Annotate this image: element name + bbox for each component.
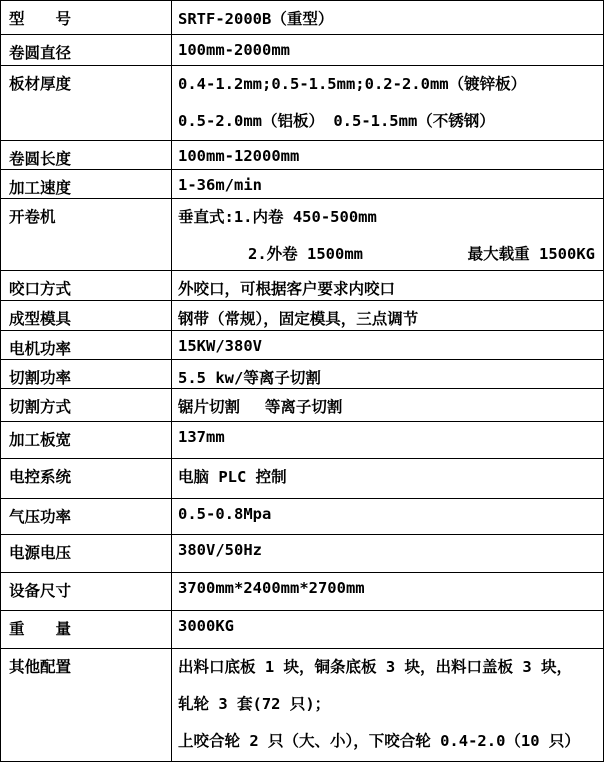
row-label: 电控系统 xyxy=(1,459,172,499)
row-value: 100mm-2000mm xyxy=(172,35,604,66)
row-decoiler xyxy=(1,199,604,271)
row-value: 锯片切割 等离子切割 xyxy=(172,389,604,422)
row-value: 0.4-1.2mm;0.5-1.5mm;0.2-2.0mm（镀锌板） 0.5-2.0mm（铝板） 0.5-1.5mm（不锈钢） xyxy=(172,66,604,141)
row-label: 其他配置 xyxy=(1,649,172,762)
row-value: 3700mm*2400mm*2700mm xyxy=(172,573,604,611)
row-label: 电机功率 xyxy=(1,331,172,360)
row-label: 电源电压 xyxy=(1,535,172,573)
row-value: 5.5 kw/等离子切割 xyxy=(172,360,604,389)
row-value: 100mm-12000mm xyxy=(172,141,604,170)
row-air-pressure xyxy=(1,499,604,535)
row-power-supply xyxy=(1,535,604,573)
row-cutting-power xyxy=(1,360,604,389)
row-label: 切割方式 xyxy=(1,389,172,422)
row-model xyxy=(1,1,604,35)
row-cutting-method xyxy=(1,389,604,422)
row-label: 加工板宽 xyxy=(1,422,172,459)
row-label: 加工速度 xyxy=(1,170,172,199)
row-coil-diameter xyxy=(1,35,604,66)
row-label: 咬口方式 xyxy=(1,271,172,301)
row-value: 137mm xyxy=(172,422,604,459)
row-value: 外咬口，可根据客户要求内咬口 xyxy=(172,271,604,301)
row-value: 钢带（常规），固定模具，三点调节 xyxy=(172,301,604,331)
decoiler-max-load: 最大载重 1500KG xyxy=(467,245,595,263)
row-lock-seam xyxy=(1,271,604,301)
row-sheet-thickness xyxy=(1,66,604,141)
row-value: 垂直式:1.内卷 450-500mm 2.外卷 1500mm 最大载重 1500KG xyxy=(172,199,604,271)
row-value: 0.5-0.8Mpa xyxy=(172,499,604,535)
row-other-config xyxy=(1,649,604,762)
row-label: 重 量 xyxy=(1,611,172,649)
row-value: 3000KG xyxy=(172,611,604,649)
row-speed xyxy=(1,170,604,199)
row-value: SRTF-2000B（重型） xyxy=(172,1,604,35)
row-label: 开卷机 xyxy=(1,199,172,271)
row-value: 1-36m/min xyxy=(172,170,604,199)
row-label: 型 号 xyxy=(1,1,172,35)
row-motor-power xyxy=(1,331,604,360)
row-label: 设备尺寸 xyxy=(1,573,172,611)
row-control-system xyxy=(1,459,604,499)
row-value: 出料口底板 1 块，铜条底板 3 块，出料口盖板 3 块， 轧轮 3 套(72 只)； 上咬合轮 2 只（大、小），下咬合轮 0.4-2.0（10 只） xyxy=(172,649,604,762)
decoiler-outer: 2.外卷 1500mm xyxy=(248,245,363,263)
row-label: 卷圆直径 xyxy=(1,35,172,66)
row-value: 380V/50Hz xyxy=(172,535,604,573)
row-forming-die xyxy=(1,301,604,331)
row-sheet-width xyxy=(1,422,604,459)
row-label: 成型模具 xyxy=(1,301,172,331)
row-dimensions xyxy=(1,573,604,611)
row-label: 切割功率 xyxy=(1,360,172,389)
row-label: 卷圆长度 xyxy=(1,141,172,170)
row-value: 电脑 PLC 控制 xyxy=(172,459,604,499)
row-label: 板材厚度 xyxy=(1,66,172,141)
row-coil-length xyxy=(1,141,604,170)
row-weight xyxy=(1,611,604,649)
row-value: 15KW/380V xyxy=(172,331,604,360)
row-label: 气压功率 xyxy=(1,499,172,535)
